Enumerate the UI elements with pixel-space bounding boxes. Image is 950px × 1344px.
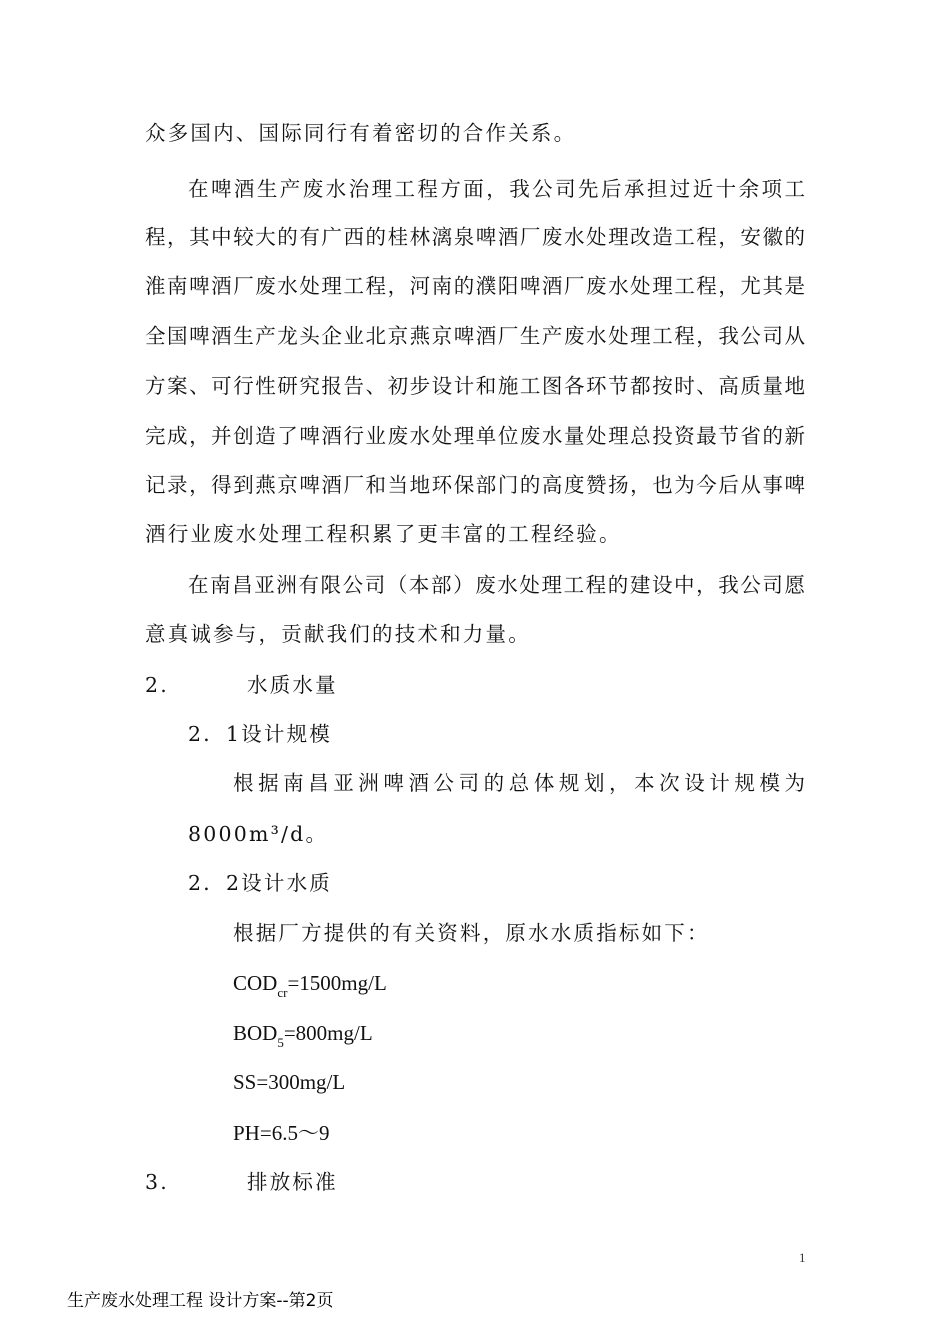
paragraph-beer-line-7: 记录，得到燕京啤酒厂和当地环保部门的高度赞扬，也为今后从事啤 [145, 473, 805, 497]
section-2-title: 水质水量 [247, 673, 338, 697]
subsection-2-2-intro: 根据厂方提供的有关资料，原水水质指标如下： [233, 921, 710, 945]
cod-name: COD [233, 971, 278, 995]
ph-value: PH=6.5～9 [233, 1121, 330, 1145]
bod-value [233, 1019, 373, 1057]
subsection-2-1-text-line-2: 8000m³/d。 [188, 822, 329, 846]
cod-amount: =1500mg/L [287, 971, 387, 995]
paragraph-nanchang-line-2: 意真诚参与，贡献我们的技术和力量。 [145, 622, 531, 646]
paragraph-nanchang-line-1: 在南昌亚洲有限公司（本部）废水处理工程的建设中，我公司愿 [188, 573, 805, 597]
paragraph-beer-line-3: 淮南啤酒厂废水处理工程，河南的濮阳啤酒厂废水处理工程，尤其是 [145, 274, 805, 298]
subsection-2-1-heading: 2．1设计规模 [188, 722, 332, 746]
paragraph-beer-line-5: 方案、可行性研究报告、初步设计和施工图各环节都按时、高质量地 [145, 374, 805, 398]
page-number: 1 [799, 1250, 806, 1265]
paragraph-beer-line-4: 全国啤酒生产龙头企业北京燕京啤酒厂生产废水处理工程，我公司从 [145, 324, 805, 348]
bod-name: BOD [233, 1021, 278, 1045]
section-3-number: 3. [145, 1170, 169, 1194]
cod-value [233, 969, 387, 1007]
section-3-title: 排放标准 [247, 1170, 338, 1194]
paragraph-beer-line-6: 完成，并创造了啤酒行业废水处理单位废水量处理总投资最节省的新 [145, 424, 805, 448]
paragraph-beer-line-8: 酒行业废水处理工程积累了更丰富的工程经验。 [145, 522, 622, 546]
subsection-2-2-heading: 2．2设计水质 [188, 871, 332, 895]
subsection-2-1-text-line-1: 根据南昌亚洲啤酒公司的总体规划，本次设计规模为 [233, 771, 805, 795]
bod-subscript: 5 [277, 1035, 284, 1050]
section-2-number: 2. [145, 673, 169, 697]
paragraph-beer-line-2: 程，其中较大的有广西的桂林漓泉啤酒厂废水处理改造工程，安徽的 [145, 225, 805, 249]
paragraph-beer-line-1: 在啤酒生产废水治理工程方面，我公司先后承担过近十余项工 [188, 177, 805, 201]
ss-value: SS=300mg/L [233, 1070, 346, 1094]
cod-subscript: cr [277, 985, 288, 1000]
bod-amount: =800mg/L [283, 1021, 373, 1045]
paragraph-intro-tail: 众多国内、国际同行有着密切的合作关系。 [145, 121, 577, 145]
page-footer: 生产废水处理工程 设计方案--第2页 [67, 1291, 334, 1311]
